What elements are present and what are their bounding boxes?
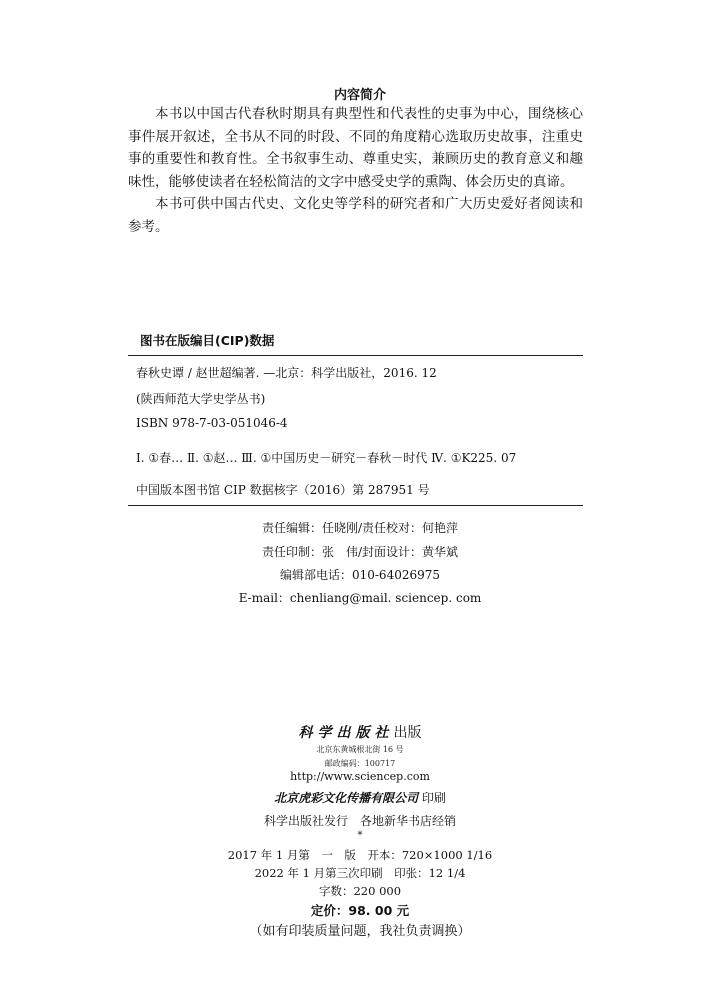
word-count: 字数：220 000 bbox=[318, 884, 402, 898]
intro-body bbox=[128, 103, 583, 239]
production-line: 责任印制：张 伟/封面设计：黄华斌 bbox=[261, 545, 459, 559]
phone-line: 编辑部电话：010-64026975 bbox=[279, 568, 441, 582]
publisher-line bbox=[0, 722, 720, 742]
edition-line: 2017 年 1 月第 一 版 开本：720×1000 1/16 bbox=[227, 848, 493, 862]
publisher-suffix: 出版 bbox=[393, 725, 422, 741]
cip-line-series: (陕西师范大学史学丛书) bbox=[136, 392, 266, 406]
intro-paragraph: 本书以中国古代春秋时期具有典型性和代表性的史事为中心，围绕核心事件展开叙述，全书从不同的时段、不同的角度精心选取历史故事，注重史事的重要性和教育性。全书叙事生动、尊重史实，兼顾历史的教育意义和趣味性，能够使读者在轻松简洁的文字中感受史学的熏陶、体会历史的真谛。 bbox=[128, 106, 583, 190]
cip-line-isbn: ISBN 978-7-03-051046-4 bbox=[136, 416, 288, 430]
printer-name: 北京虎彩文化传播有限公司 bbox=[274, 791, 419, 805]
printing-line: 2022 年 1 月第三次印刷 印张：12 1/4 bbox=[254, 866, 466, 880]
intro-paragraph: 本书可供中国古代史、文化史等学科的研究者和广大历史爱好者阅读和参考。 bbox=[128, 196, 583, 235]
intro-title: 内容简介 bbox=[333, 88, 386, 103]
printer-line bbox=[0, 789, 720, 806]
separator-star: * bbox=[357, 830, 363, 841]
cip-line-record-number: 中国版本图书馆 CIP 数据核字（2016）第 287951 号 bbox=[136, 483, 430, 497]
quality-notice: （如有印装质量问题，我社负责调换） bbox=[249, 924, 471, 939]
cip-block bbox=[128, 355, 583, 506]
cip-line-classification: Ⅰ. ①春… Ⅱ. ①赵… Ⅲ. ①中国历史－研究－春秋－时代 Ⅳ. ①K225. 07 bbox=[136, 451, 517, 465]
publisher-address: 北京东黄城根北街 16 号 bbox=[316, 745, 404, 754]
distribution-line: 科学出版社发行 各地新华书店经销 bbox=[263, 814, 456, 828]
cip-title: 图书在版编目(CIP)数据 bbox=[140, 333, 275, 348]
cip-line-title: 春秋史谭 / 赵世超编著. —北京：科学出版社，2016. 12 bbox=[136, 366, 437, 380]
publisher-postcode: 邮政编码：100717 bbox=[324, 759, 396, 768]
printer-suffix: 印刷 bbox=[421, 791, 446, 805]
email-line: E-mail：chenliang@mail. sciencep. com bbox=[238, 591, 482, 605]
price: 定价：98. 00 元 bbox=[310, 903, 410, 918]
editor-line: 责任编辑：任晓刚/责任校对：何艳萍 bbox=[261, 521, 459, 535]
publisher-url: http://www.sciencep.com bbox=[290, 770, 430, 783]
publisher-name: 科学出版社 bbox=[298, 725, 394, 741]
